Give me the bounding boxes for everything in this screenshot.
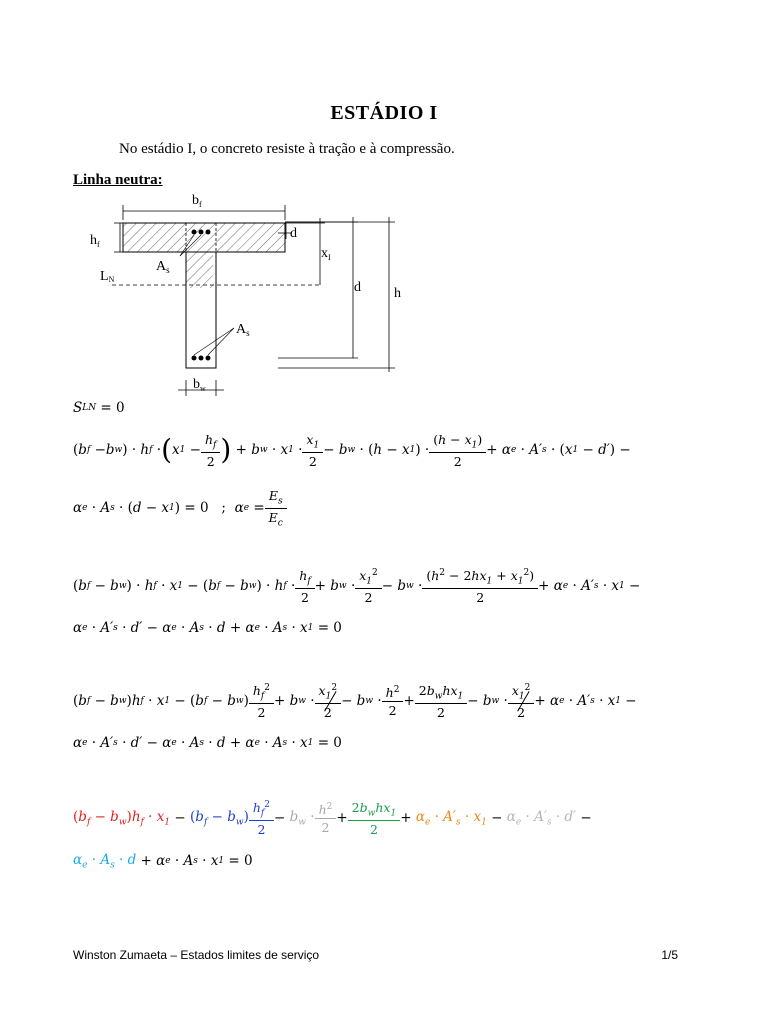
flange-shape: [123, 223, 285, 252]
equation-sln: S LN = 0: [73, 400, 125, 416]
label-hf: $h_f$: [90, 233, 100, 249]
label-d: d: [354, 280, 361, 295]
web-compressed-shape: [186, 252, 213, 288]
intro-paragraph: No estádio I, o concreto resiste à tração e à compressão.: [119, 141, 455, 157]
top-rebar: [192, 230, 197, 235]
label-as-prime: $A_s$: [156, 259, 170, 275]
equation-1-line-1: ( b f − b w ) · h f · ( x 1 − $\frac{h_f}{2}$ ) + b w · x 1 · $\frac{x_1}{2}$ − b w · ( h − x 1 ) · $\frac{(h - x_1)}{2}$ + α e · A′ s · ( x 1 − d′ ) −: [73, 432, 631, 469]
page-number: 1/5: [661, 948, 678, 962]
equation-2-line-1: ( b f − b w ) · h f · x 1 − ( b f − b w ) · h f · $\frac{h_f}{2}$ + b w · $\frac{x_1^2}{2}$ − b w · $\frac{(h^2 - 2hx_1 + x_1^2)}{2}$ + α e · A′ s · x 1 −: [73, 568, 641, 605]
label-bf: $b_f$: [192, 193, 202, 209]
bottom-rebar: [192, 356, 197, 361]
equation-2-line-2: α e · A′ s · d′ − α e · A s · d + α e · A s · x 1 = 0: [73, 620, 342, 636]
equation-4-line-1: $(b_f - b_w)h_f \cdot x_1$ − $(b_f - b_w)$ $\frac{h_f^2}{2}$ − $b_w$ · $\frac{h^2}{2}$ + $\frac{2b_whx_1}{2}$ + $\alpha_e \cdot A'_s \cdot x_1$ − $\alpha_e \cdot A'_s \cdot d'$ −: [73, 800, 592, 837]
equation-4-line-2: $\alpha_e \cdot A_s \cdot d$ + α e · A s · x 1 = 0: [73, 852, 253, 871]
t-beam-diagram: [90, 190, 430, 400]
section-heading: Linha neutra:: [73, 172, 163, 188]
page-title: ESTÁDIO I: [330, 102, 438, 124]
label-h: h: [394, 286, 401, 301]
equation-1-line-2: α e · A s · ( d − x 1 ) = 0 ; α e = $\frac{E_s}{E_c}$: [73, 488, 287, 528]
label-bw: $b_w$: [193, 377, 206, 393]
footer-author: Winston Zumaeta – Estados limites de serviço: [73, 948, 320, 962]
label-ln: LN: [100, 269, 115, 284]
equation-3-line-2: α e · A′ s · d′ − α e · A s · d + α e · A s · x 1 = 0: [73, 735, 342, 751]
equation-3-line-1: ( b f − b w ) h f · x 1 − ( b f − b w ) $\frac{h_f^2}{2}$ + b w · $\frac{x_1^2}{2}$ − b w · $\frac{h^2}{2}$ + $\frac{2b_whx_1}{2}$ − b w · $\frac{x_1^2}{2}$ + α e · A′ s · x 1 −: [73, 683, 637, 720]
label-d-prime: d: [290, 226, 297, 241]
label-as: $A_s$: [236, 322, 250, 338]
label-x1: $x_I$: [321, 246, 331, 262]
